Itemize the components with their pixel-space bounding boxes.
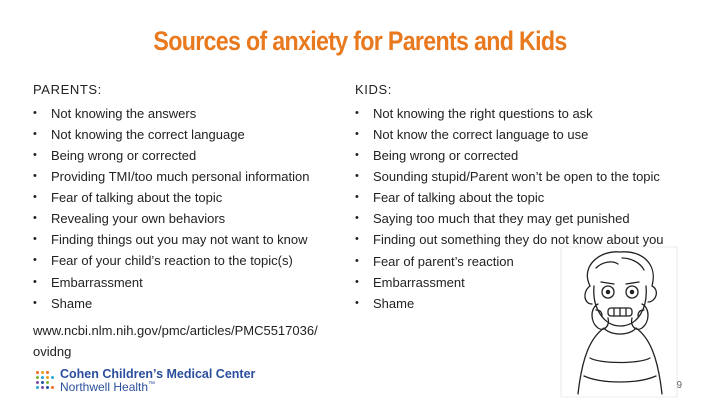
list-item — [355, 145, 690, 166]
bullet: • — [355, 149, 359, 161]
list-item-text: Finding out something they do not know about you — [373, 232, 664, 247]
bullet: • — [33, 149, 37, 161]
parents-list — [33, 103, 353, 314]
list-item — [33, 293, 353, 314]
list-item-text: Fear of parent’s reaction — [373, 254, 514, 269]
logo-line-2-text: Northwell Health — [60, 380, 149, 394]
bullet: • — [33, 254, 37, 266]
bullet: • — [355, 212, 359, 224]
slide-title: Sources of anxiety for Parents and Kids — [153, 26, 567, 56]
list-item-text: Sounding stupid/Parent won’t be open to the topic — [373, 169, 660, 184]
anxious-child-illustration — [560, 246, 678, 398]
bullet: • — [33, 191, 37, 203]
list-item-text: Not knowing the answers — [51, 106, 197, 121]
list-item — [33, 103, 353, 124]
list-item-text: Not know the correct language to use — [373, 127, 589, 142]
list-item — [33, 145, 353, 166]
list-item — [33, 250, 353, 271]
list-item-text: Not knowing the correct language — [51, 127, 245, 142]
list-item — [355, 124, 690, 145]
bullet: • — [33, 128, 37, 140]
list-item-text: Fear of talking about the topic — [373, 190, 545, 205]
list-item — [355, 208, 690, 229]
source-citation: www.ncbi.nlm.nih.gov/pmc/articles/PMC5517036/ ovidng — [33, 323, 318, 359]
list-item-text: Embarrassment — [373, 275, 465, 290]
page-number: 9 — [676, 380, 682, 391]
bullet: • — [33, 297, 37, 309]
list-item-text: Being wrong or corrected — [373, 148, 519, 163]
northwell-logo — [36, 366, 266, 396]
logo-dots-icon — [36, 368, 56, 392]
list-item-text: Finding things out you may not want to know — [51, 232, 308, 247]
list-item-text: Revealing your own behaviors — [51, 211, 226, 226]
list-item-text: Providing TMI/too much personal information — [51, 169, 310, 184]
bullet: • — [355, 233, 359, 245]
bullet: • — [355, 191, 359, 203]
list-item — [355, 166, 690, 187]
bullet: • — [355, 255, 359, 267]
list-item — [33, 208, 353, 229]
list-item — [33, 187, 353, 208]
list-item-text: Fear of talking about the topic — [51, 190, 223, 205]
bullet: • — [355, 128, 359, 140]
list-item — [33, 124, 353, 145]
bullet: • — [33, 233, 37, 245]
bullet: • — [33, 170, 37, 182]
list-item-text: Shame — [373, 296, 415, 311]
list-item — [33, 272, 353, 293]
list-item-text: Not knowing the right questions to ask — [373, 106, 593, 121]
list-item-text: Saying too much that they may get punished — [373, 211, 630, 226]
list-item — [33, 166, 353, 187]
list-item-text: Fear of your child’s reaction to the topic(s) — [51, 253, 293, 268]
list-item-text: Shame — [51, 296, 93, 311]
logo-line-2 — [60, 380, 155, 394]
logo-line-1: Cohen Children’s Medical Center — [60, 367, 256, 381]
list-item — [33, 229, 353, 250]
bullet: • — [33, 276, 37, 288]
bullet: • — [355, 276, 359, 288]
list-item-text: Embarrassment — [51, 275, 143, 290]
parents-heading: PARENTS: — [33, 82, 102, 97]
list-item-text: Being wrong or corrected — [51, 148, 197, 163]
kids-heading: KIDS: — [355, 82, 392, 97]
bullet: • — [355, 297, 359, 309]
bullet: • — [33, 107, 37, 119]
trademark: ™ — [148, 381, 156, 388]
bullet: • — [355, 107, 359, 119]
list-item — [355, 187, 690, 208]
bullet: • — [355, 170, 359, 182]
bullet: • — [33, 212, 37, 224]
list-item — [355, 103, 690, 124]
